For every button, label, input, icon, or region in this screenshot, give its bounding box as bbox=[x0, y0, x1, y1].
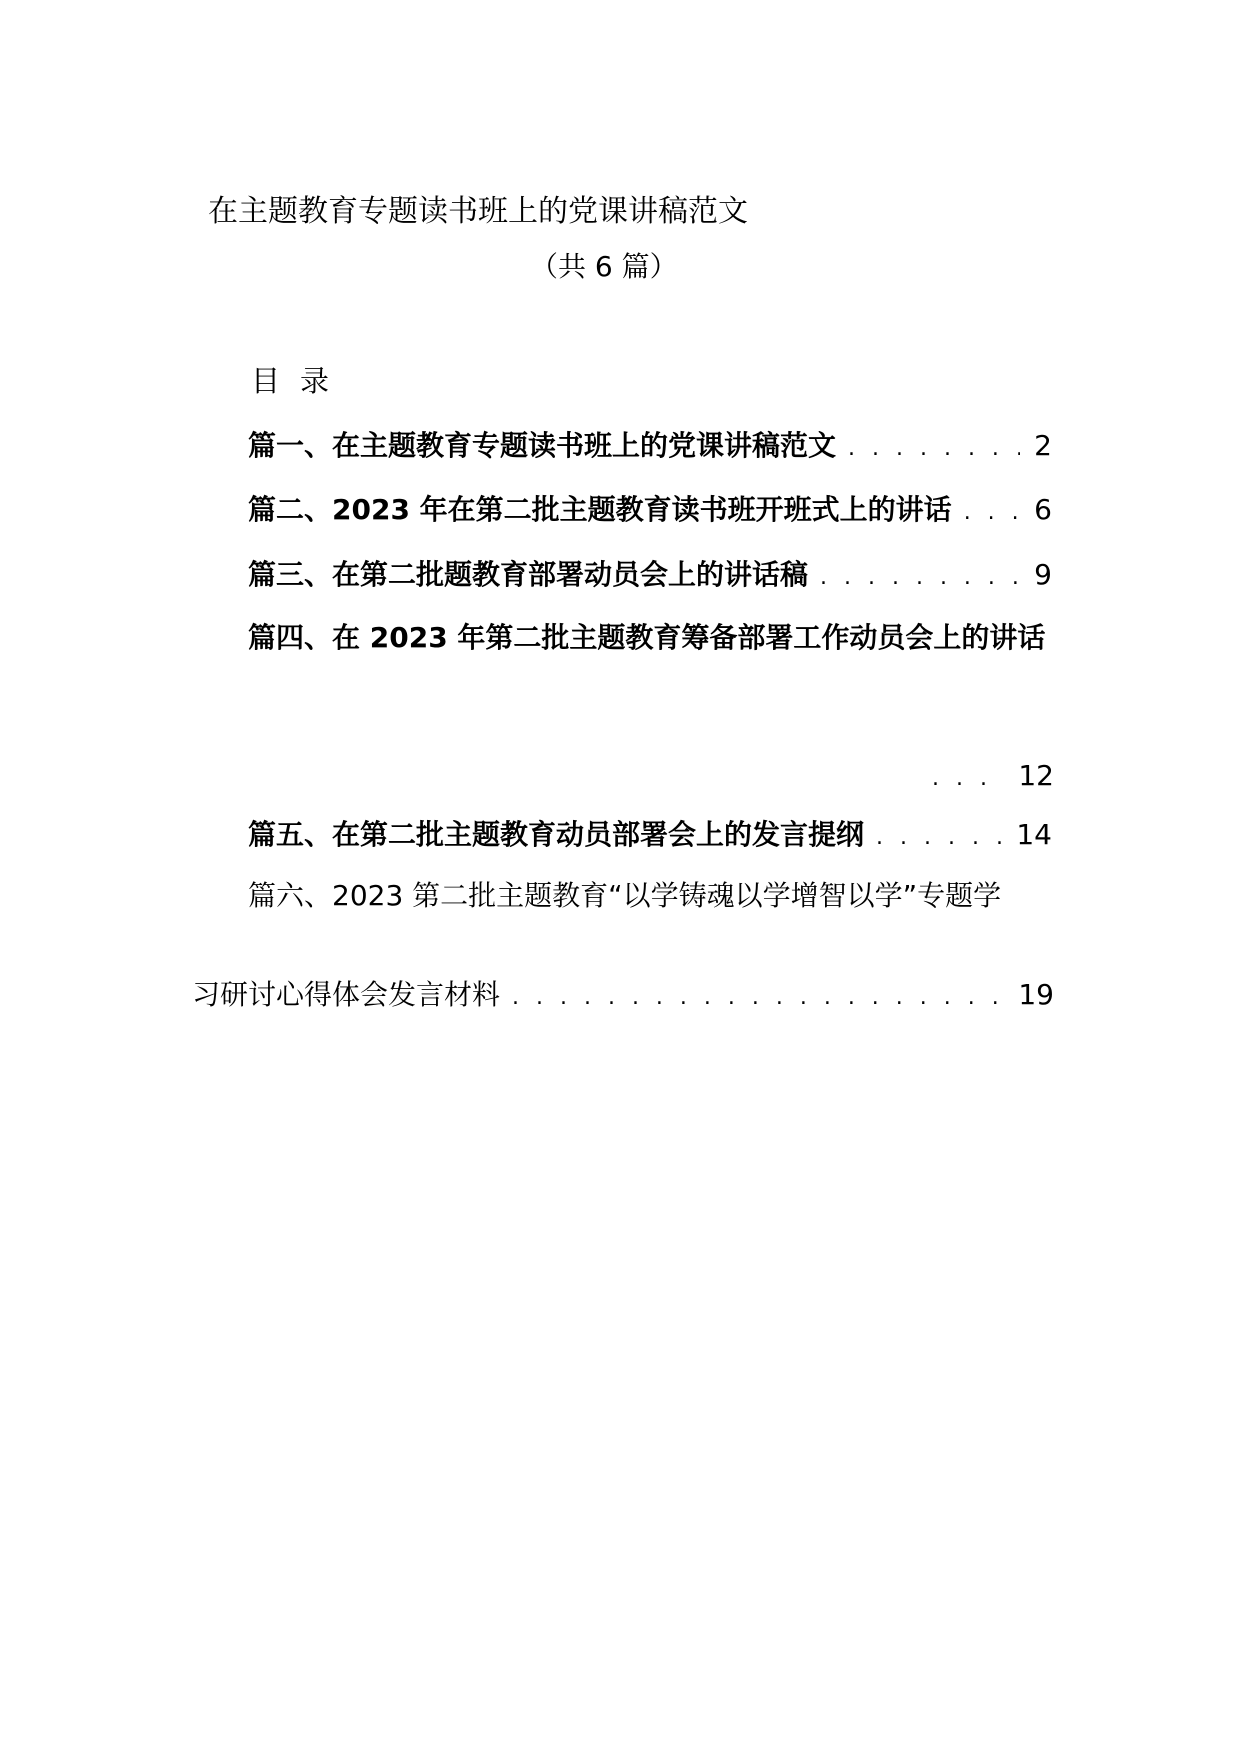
toc-entry-page: 2 bbox=[1034, 429, 1052, 462]
toc-entry-6[interactable] bbox=[248, 880, 1048, 912]
toc-entry-page: 19 bbox=[1018, 978, 1054, 1011]
document-subtitle: （共 6 篇） bbox=[530, 250, 678, 283]
toc-entry-label: 篇五、在第二批主题教育动员部署会上的发言提纲 bbox=[248, 818, 865, 851]
toc-entry-3[interactable] bbox=[248, 555, 1052, 595]
toc-entry-page: 6 bbox=[1034, 493, 1052, 526]
toc-entry-2[interactable] bbox=[248, 490, 1052, 530]
toc-entry-1[interactable] bbox=[248, 426, 1052, 466]
document-title: 在主题教育专题读书班上的党课讲稿范文 bbox=[208, 194, 748, 229]
toc-leader-dots bbox=[964, 493, 1020, 533]
toc-entry-6-continuation[interactable] bbox=[192, 975, 1054, 1015]
toc-leader-dots bbox=[876, 818, 1002, 858]
toc-entry-5[interactable] bbox=[248, 815, 1052, 855]
toc-leader-dots bbox=[932, 759, 1004, 799]
toc-entry-label-line1: 篇六、2023 第二批主题教育“以学铸魂以学增智以学”专题学 bbox=[248, 879, 1002, 912]
toc-leader-dots bbox=[820, 558, 1020, 598]
toc-heading: 目录 bbox=[251, 364, 350, 398]
toc-entry-label: 篇三、在第二批题教育部署动员会上的讲话稿 bbox=[248, 558, 809, 591]
toc-entry-page: 12 bbox=[1018, 759, 1054, 792]
toc-entry-4-page-line[interactable] bbox=[920, 756, 1054, 796]
toc-entry-page: 9 bbox=[1034, 558, 1052, 591]
toc-entry-label: 篇二、2023 年在第二批主题教育读书班开班式上的讲话 bbox=[248, 493, 952, 526]
toc-entry-label: 篇一、在主题教育专题读书班上的党课讲稿范文 bbox=[248, 429, 837, 462]
toc-entry-label: 篇四、在 2023 年第二批主题教育筹备部署工作动员会上的讲话 bbox=[248, 621, 1046, 654]
toc-entry-label-line2: 习研讨心得体会发言材料 bbox=[192, 978, 501, 1011]
toc-leader-dots bbox=[512, 978, 1004, 1018]
toc-entry-4[interactable] bbox=[248, 622, 1054, 654]
toc-entry-page: 14 bbox=[1016, 818, 1052, 851]
toc-leader-dots bbox=[848, 429, 1020, 469]
